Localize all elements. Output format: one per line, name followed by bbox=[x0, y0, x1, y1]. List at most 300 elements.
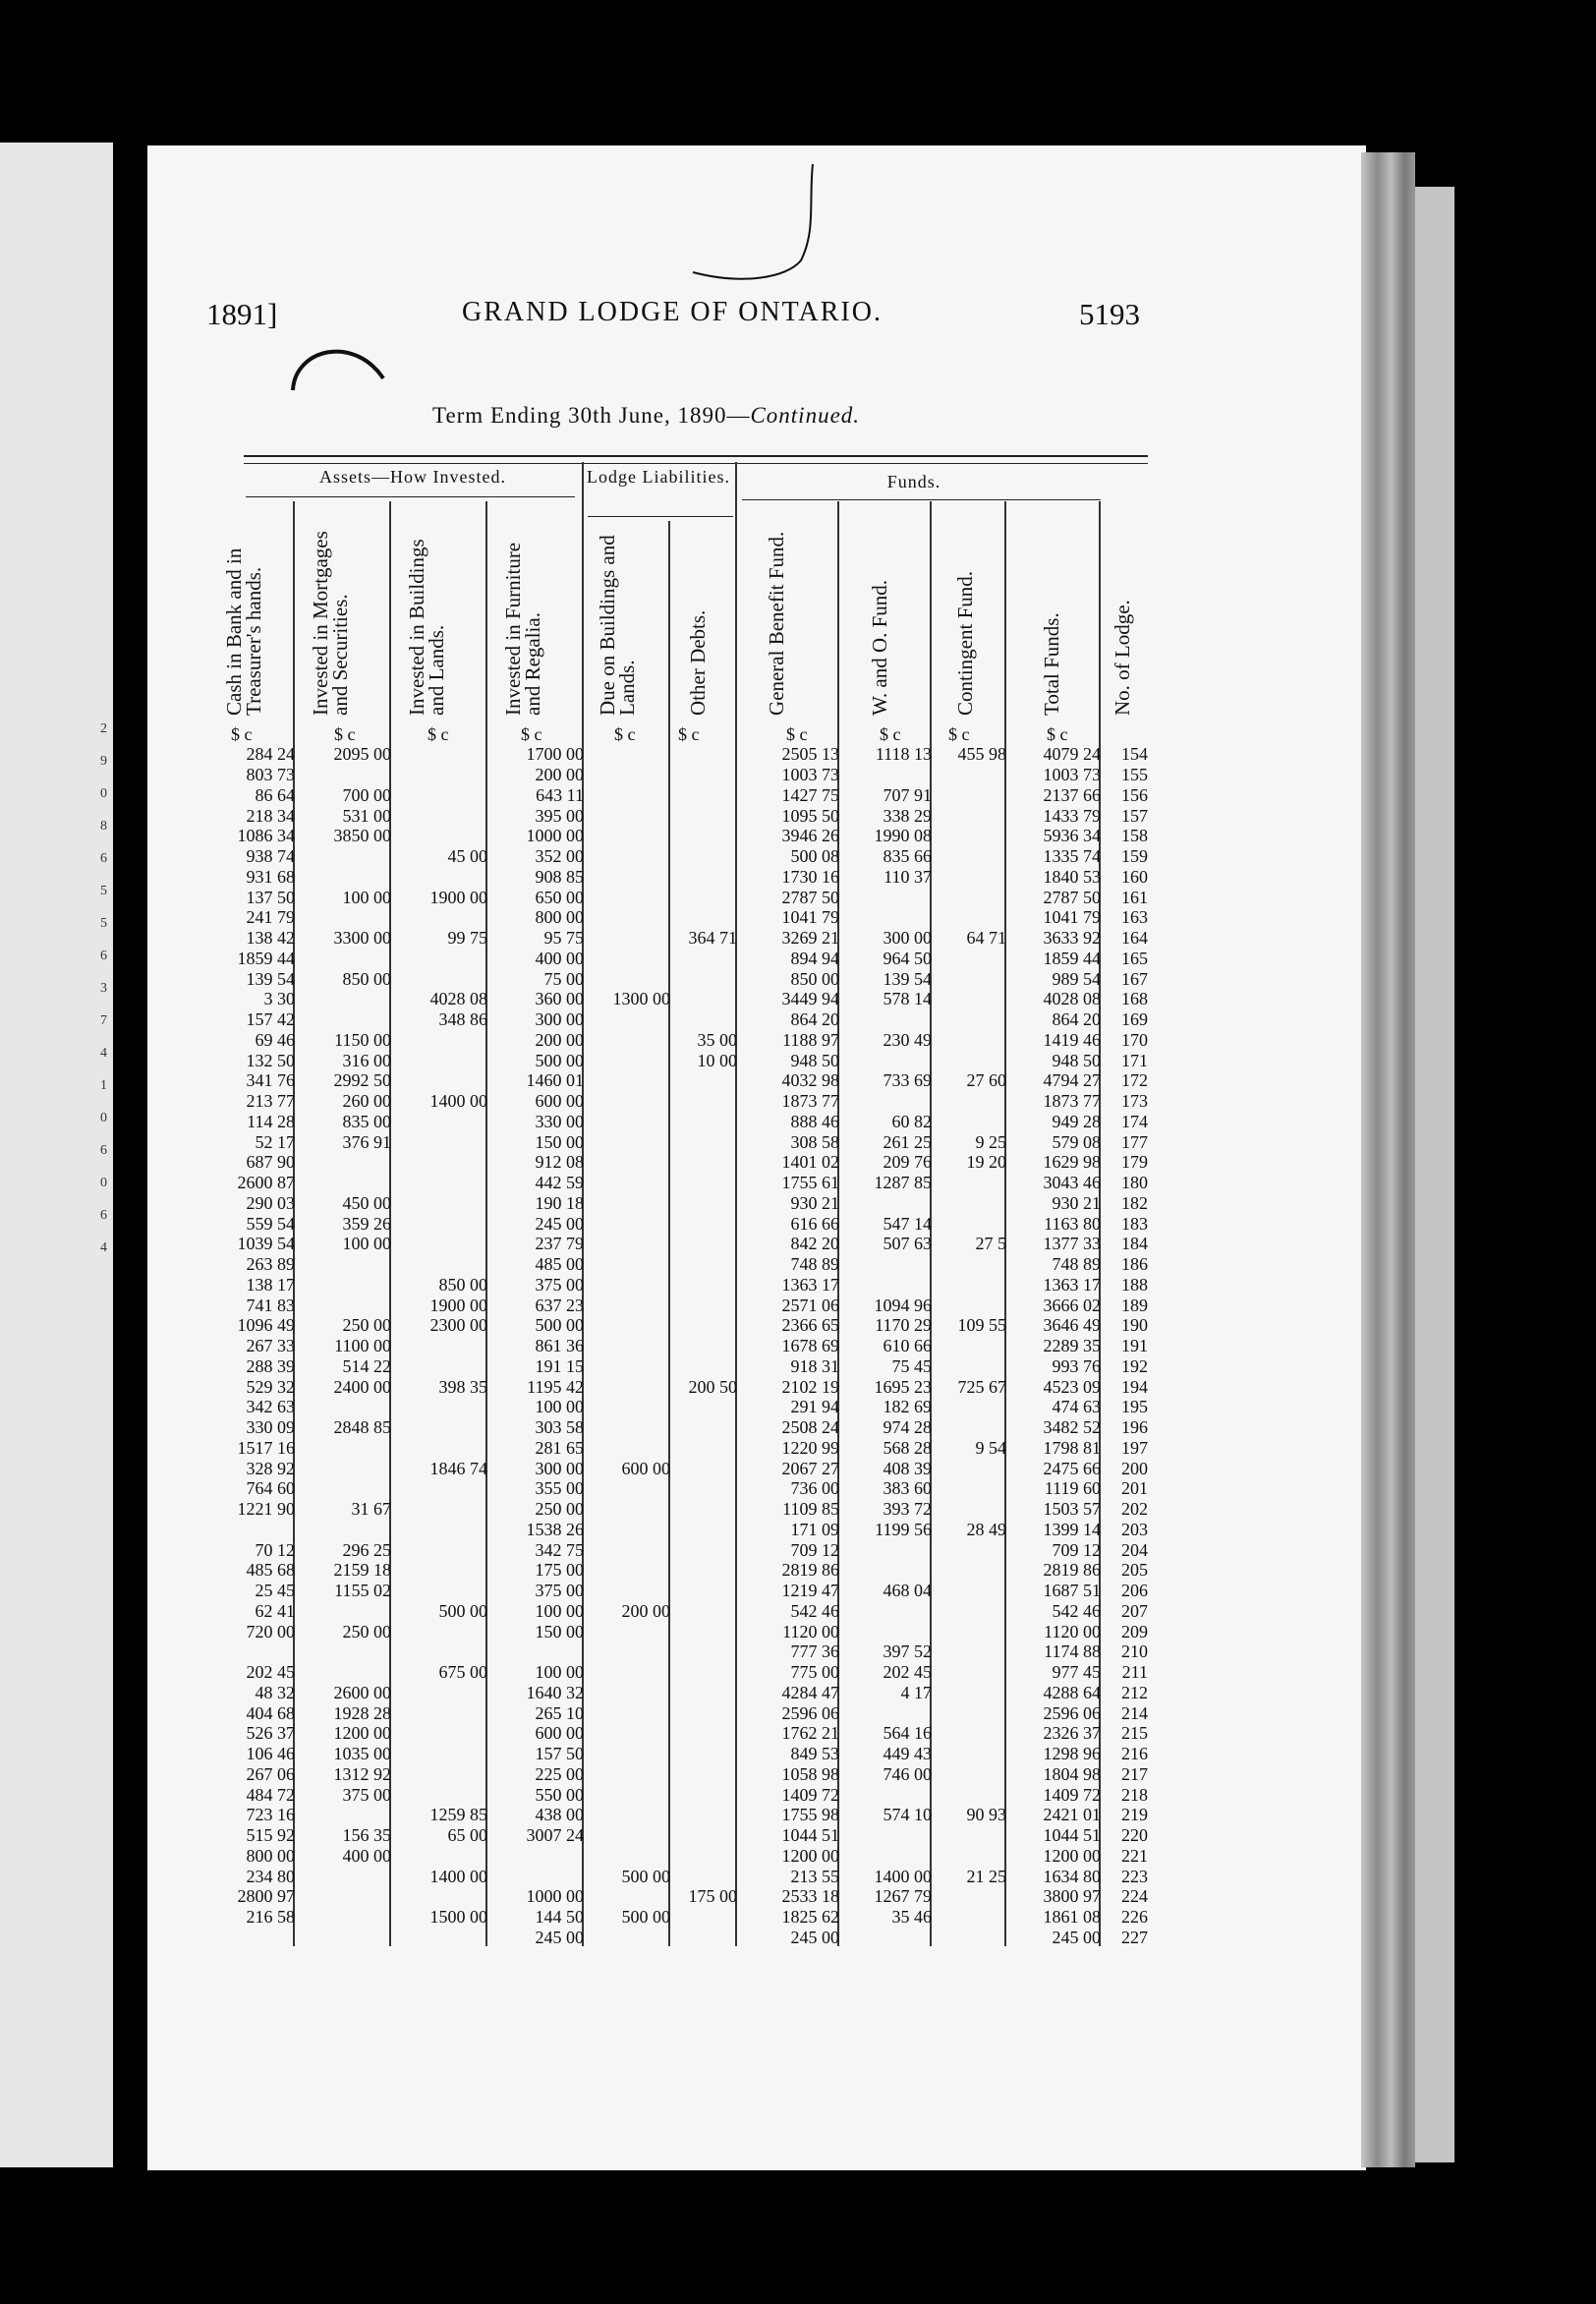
cell-total: 993 76 bbox=[1052, 1355, 1101, 1376]
cell-contingent: 27 60 bbox=[966, 1070, 1006, 1091]
cell-furniture: 144 50 bbox=[535, 1907, 584, 1928]
cell-general-benefit: 864 20 bbox=[790, 1009, 839, 1030]
cell-general-benefit: 842 20 bbox=[790, 1234, 839, 1254]
cell-other-debts: 10 00 bbox=[697, 1050, 737, 1070]
cell-contingent bbox=[934, 1478, 1008, 1499]
cell-total: 1200 00 bbox=[1043, 1845, 1101, 1866]
cell-buildings: 1846 74 bbox=[429, 1458, 487, 1478]
cell-contingent bbox=[934, 1642, 1008, 1662]
cell-general-benefit: 4284 47 bbox=[781, 1682, 839, 1702]
cell-total: 1629 98 bbox=[1043, 1152, 1101, 1173]
cell-buildings: 1900 00 bbox=[429, 887, 487, 907]
table-row bbox=[206, 1683, 1150, 1703]
cell-furniture: 330 00 bbox=[535, 1111, 584, 1131]
cell-mortgages bbox=[297, 1152, 393, 1173]
cell-lodge-no: 191 bbox=[1121, 1336, 1148, 1356]
table-row bbox=[206, 1764, 1150, 1785]
facing-page-fragment: 8 bbox=[100, 819, 107, 834]
cell-wo-fund: 110 37 bbox=[884, 866, 932, 887]
cell-due bbox=[586, 785, 672, 806]
cell-buildings bbox=[393, 1621, 489, 1642]
cell-general-benefit: 948 50 bbox=[790, 1050, 839, 1070]
cell-buildings bbox=[393, 1499, 489, 1520]
cell-buildings: 65 00 bbox=[447, 1825, 487, 1846]
cell-due bbox=[586, 1091, 672, 1112]
cell-contingent bbox=[934, 887, 1008, 907]
cell-lodge-no: 211 bbox=[1121, 1662, 1148, 1683]
cell-total: 1804 98 bbox=[1043, 1763, 1101, 1784]
cell-other-debts bbox=[672, 989, 739, 1009]
cell-lodge-no: 180 bbox=[1121, 1173, 1148, 1193]
cell-general-benefit: 1044 51 bbox=[781, 1825, 839, 1846]
cell-total: 3633 92 bbox=[1043, 928, 1101, 949]
cell-mortgages: 260 00 bbox=[342, 1091, 391, 1112]
cell-cash: 3 30 bbox=[263, 989, 295, 1009]
cell-contingent bbox=[934, 1499, 1008, 1520]
cell-cash: 2800 97 bbox=[237, 1886, 295, 1907]
cell-furniture: 190 18 bbox=[535, 1192, 584, 1213]
cell-total: 1335 74 bbox=[1043, 846, 1101, 867]
cell-cash: 764 60 bbox=[246, 1478, 295, 1499]
cell-wo-fund: 397 52 bbox=[883, 1642, 932, 1662]
cell-lodge-no: 217 bbox=[1121, 1763, 1148, 1784]
cell-furniture: 245 00 bbox=[535, 1213, 584, 1234]
cell-mortgages: 2400 00 bbox=[333, 1376, 391, 1397]
cell-furniture: 1000 00 bbox=[526, 826, 584, 846]
cell-cash: 723 16 bbox=[246, 1805, 295, 1825]
cell-buildings: 675 00 bbox=[438, 1662, 487, 1683]
cell-lodge-no: 156 bbox=[1121, 784, 1148, 805]
cell-total: 2137 66 bbox=[1043, 784, 1101, 805]
unit-label: $ c bbox=[678, 724, 700, 744]
cell-due bbox=[586, 1621, 672, 1642]
cell-buildings bbox=[393, 968, 489, 989]
cell-furniture: 225 00 bbox=[535, 1763, 584, 1784]
cell-cash: 1221 90 bbox=[237, 1499, 295, 1520]
cell-lodge-no: 218 bbox=[1121, 1784, 1148, 1805]
cell-contingent: 19 20 bbox=[966, 1152, 1006, 1173]
cell-cash: 1859 44 bbox=[237, 948, 295, 968]
cell-mortgages: 100 00 bbox=[342, 887, 391, 907]
cell-furniture: 175 00 bbox=[535, 1560, 584, 1581]
cell-contingent bbox=[934, 1397, 1008, 1417]
cell-cash: 404 68 bbox=[246, 1702, 295, 1723]
cell-total: 1503 57 bbox=[1043, 1499, 1101, 1520]
table-row bbox=[206, 1907, 1150, 1928]
cell-total: 3482 52 bbox=[1043, 1417, 1101, 1438]
cell-contingent: 109 55 bbox=[957, 1315, 1006, 1336]
cell-buildings bbox=[393, 1744, 489, 1764]
cell-wo-fund: 578 14 bbox=[883, 989, 932, 1009]
cell-mortgages: 2159 18 bbox=[333, 1560, 391, 1581]
cell-wo-fund bbox=[841, 1254, 934, 1275]
table-row bbox=[206, 1356, 1150, 1377]
table-row bbox=[206, 1376, 1150, 1397]
cell-contingent bbox=[934, 1193, 1008, 1214]
cell-due bbox=[586, 867, 672, 888]
cell-cash: 687 90 bbox=[246, 1152, 295, 1173]
facing-page-fragment: 0 bbox=[100, 1111, 107, 1125]
cell-lodge-no: 221 bbox=[1121, 1845, 1148, 1866]
cell-total: 1861 08 bbox=[1043, 1907, 1101, 1928]
cell-buildings bbox=[393, 1030, 489, 1051]
cell-general-benefit: 291 94 bbox=[790, 1397, 839, 1417]
cell-due bbox=[586, 846, 672, 867]
cell-due bbox=[586, 765, 672, 785]
cell-general-benefit: 213 55 bbox=[790, 1866, 839, 1886]
cell-due bbox=[586, 1112, 672, 1132]
facing-page-edge bbox=[0, 143, 113, 2167]
facing-page-fragment: 1 bbox=[100, 1078, 107, 1093]
cell-lodge-no: 207 bbox=[1121, 1600, 1148, 1621]
cell-due bbox=[586, 1683, 672, 1703]
cell-wo-fund: 408 39 bbox=[883, 1458, 932, 1478]
cell-other-debts bbox=[672, 867, 739, 888]
cell-contingent bbox=[934, 989, 1008, 1009]
cell-wo-fund bbox=[841, 1702, 934, 1723]
table-row bbox=[206, 1091, 1150, 1112]
cell-wo-fund: 1170 29 bbox=[875, 1315, 932, 1336]
cell-due bbox=[586, 1784, 672, 1805]
cell-total: 542 46 bbox=[1052, 1600, 1101, 1621]
table-row bbox=[206, 989, 1150, 1009]
cell-other-debts bbox=[672, 1091, 739, 1112]
cell-mortgages: 1035 00 bbox=[333, 1744, 391, 1764]
cell-wo-fund bbox=[841, 1601, 934, 1622]
cell-buildings bbox=[393, 1702, 489, 1723]
funds-rule bbox=[742, 499, 1101, 500]
cell-other-debts bbox=[672, 1642, 739, 1662]
cell-buildings: 1900 00 bbox=[429, 1295, 487, 1315]
cell-mortgages bbox=[297, 1662, 393, 1683]
table-title-continued: Continued. bbox=[750, 403, 861, 428]
cell-contingent: 9 54 bbox=[975, 1437, 1006, 1458]
cell-cash: 202 45 bbox=[246, 1662, 295, 1683]
cell-lodge-no: 161 bbox=[1121, 887, 1148, 907]
cell-furniture: 861 36 bbox=[535, 1336, 584, 1356]
cell-lodge-no: 157 bbox=[1121, 805, 1148, 826]
cell-other-debts bbox=[672, 1825, 739, 1846]
cell-mortgages bbox=[297, 1397, 393, 1417]
table-row bbox=[206, 1784, 1150, 1805]
cell-mortgages bbox=[297, 989, 393, 1009]
cell-contingent bbox=[934, 1621, 1008, 1642]
cell-mortgages bbox=[297, 867, 393, 888]
cell-cash: 137 50 bbox=[246, 887, 295, 907]
facing-page-fragment: 6 bbox=[100, 1208, 107, 1223]
cell-due bbox=[586, 887, 672, 907]
cell-mortgages: 1928 28 bbox=[333, 1702, 391, 1723]
column-head-total: Total Funds. bbox=[1040, 612, 1063, 716]
cell-total: 1003 73 bbox=[1043, 765, 1101, 785]
cell-contingent bbox=[934, 1417, 1008, 1438]
cell-general-benefit: 3269 21 bbox=[781, 928, 839, 949]
cell-wo-fund: 507 63 bbox=[883, 1234, 932, 1254]
cell-wo-fund: 574 10 bbox=[883, 1805, 932, 1825]
cell-cash: 267 33 bbox=[246, 1336, 295, 1356]
cell-due bbox=[586, 1928, 672, 1948]
cell-cash: 526 37 bbox=[246, 1723, 295, 1744]
cell-mortgages: 3850 00 bbox=[333, 826, 391, 846]
table-row bbox=[206, 1702, 1150, 1723]
cell-buildings bbox=[393, 1254, 489, 1275]
cell-due bbox=[586, 1234, 672, 1254]
cell-furniture: 355 00 bbox=[535, 1478, 584, 1499]
cell-mortgages bbox=[297, 1886, 393, 1907]
facing-page-fragment: 0 bbox=[100, 1176, 107, 1190]
cell-cash: 267 06 bbox=[246, 1763, 295, 1784]
cell-buildings bbox=[393, 1131, 489, 1152]
cell-total: 4028 08 bbox=[1043, 989, 1101, 1009]
facing-page-fragment: 7 bbox=[100, 1013, 107, 1028]
table-row bbox=[206, 1112, 1150, 1132]
cell-buildings bbox=[393, 805, 489, 826]
cell-contingent bbox=[934, 1539, 1008, 1560]
cell-furniture: 1538 26 bbox=[526, 1519, 584, 1539]
cell-total: 1840 53 bbox=[1043, 866, 1101, 887]
cell-total: 1298 96 bbox=[1043, 1744, 1101, 1764]
cell-buildings bbox=[393, 1070, 489, 1091]
cell-total: 1687 51 bbox=[1043, 1581, 1101, 1601]
cell-contingent: 27 5 bbox=[975, 1234, 1006, 1254]
cell-other-debts bbox=[672, 1621, 739, 1642]
cell-cash: 559 54 bbox=[246, 1213, 295, 1234]
unit-label: $ c bbox=[428, 724, 449, 744]
cell-due bbox=[586, 907, 672, 928]
cell-buildings: 348 86 bbox=[438, 1009, 487, 1030]
cell-general-benefit: 500 08 bbox=[790, 846, 839, 867]
cell-general-benefit: 1755 98 bbox=[781, 1805, 839, 1825]
cell-furniture: 485 00 bbox=[535, 1254, 584, 1275]
cell-other-debts bbox=[672, 1478, 739, 1499]
cell-mortgages: 1200 00 bbox=[333, 1723, 391, 1744]
cell-other-debts bbox=[672, 1764, 739, 1785]
cell-lodge-no: 196 bbox=[1121, 1417, 1148, 1438]
cell-other-debts bbox=[672, 907, 739, 928]
cell-wo-fund: 1990 08 bbox=[874, 826, 932, 846]
cell-other-debts bbox=[672, 1866, 739, 1886]
cell-lodge-no: 154 bbox=[1121, 744, 1148, 765]
cell-buildings bbox=[393, 907, 489, 928]
facing-page-fragment: 9 bbox=[100, 754, 107, 769]
cell-wo-fund bbox=[841, 765, 934, 785]
cell-cash: 216 58 bbox=[246, 1907, 295, 1928]
cell-due bbox=[586, 1438, 672, 1459]
cell-buildings bbox=[393, 826, 489, 846]
cell-buildings: 45 00 bbox=[447, 846, 487, 867]
cell-cash: 106 46 bbox=[246, 1744, 295, 1764]
cell-buildings bbox=[393, 1764, 489, 1785]
table-row bbox=[206, 1315, 1150, 1336]
cell-buildings: 398 35 bbox=[438, 1376, 487, 1397]
cell-furniture bbox=[489, 1846, 586, 1867]
cell-lodge-no: 159 bbox=[1121, 846, 1148, 867]
cell-lodge-no: 183 bbox=[1121, 1213, 1148, 1234]
cell-wo-fund: 707 91 bbox=[883, 784, 932, 805]
cell-due: 500 00 bbox=[621, 1907, 670, 1928]
cell-contingent bbox=[934, 1112, 1008, 1132]
cell-wo-fund: 261 25 bbox=[883, 1131, 932, 1152]
cell-other-debts bbox=[672, 1438, 739, 1459]
cell-cash: 62 41 bbox=[255, 1600, 295, 1621]
cell-mortgages: 514 22 bbox=[342, 1355, 391, 1376]
cell-mortgages bbox=[297, 1907, 393, 1928]
cell-furniture: 250 00 bbox=[535, 1499, 584, 1520]
cell-due bbox=[586, 1764, 672, 1785]
cell-cash: 485 68 bbox=[246, 1560, 295, 1581]
cell-other-debts: 35 00 bbox=[697, 1029, 737, 1050]
cell-wo-fund: 1695 23 bbox=[874, 1376, 932, 1397]
cell-furniture: 1700 00 bbox=[526, 744, 584, 765]
cell-general-benefit: 930 21 bbox=[790, 1192, 839, 1213]
cell-contingent bbox=[934, 1662, 1008, 1683]
cell-other-debts bbox=[672, 1539, 739, 1560]
cell-furniture: 600 00 bbox=[535, 1723, 584, 1744]
cell-buildings bbox=[393, 1336, 489, 1356]
cell-furniture: 303 58 bbox=[535, 1417, 584, 1438]
facing-page-fragment: 5 bbox=[100, 884, 107, 898]
cell-buildings: 500 00 bbox=[438, 1600, 487, 1621]
cell-due bbox=[586, 1254, 672, 1275]
cell-due: 600 00 bbox=[621, 1458, 670, 1478]
cell-furniture: 100 00 bbox=[535, 1397, 584, 1417]
cell-contingent bbox=[934, 1356, 1008, 1377]
facing-page-fragment: 6 bbox=[100, 1143, 107, 1158]
cell-general-benefit: 849 53 bbox=[790, 1744, 839, 1764]
cell-lodge-no: 209 bbox=[1121, 1621, 1148, 1642]
cell-general-benefit: 888 46 bbox=[790, 1111, 839, 1131]
cell-wo-fund: 300 00 bbox=[883, 928, 932, 949]
cell-contingent bbox=[934, 1030, 1008, 1051]
cell-general-benefit: 709 12 bbox=[790, 1539, 839, 1560]
cell-general-benefit: 1041 79 bbox=[781, 907, 839, 928]
table-row bbox=[206, 949, 1150, 969]
cell-furniture: 245 00 bbox=[535, 1927, 584, 1947]
cell-total: 1419 46 bbox=[1043, 1029, 1101, 1050]
cell-total: 1399 14 bbox=[1043, 1519, 1101, 1539]
cell-due bbox=[586, 1825, 672, 1846]
cell-due bbox=[586, 1315, 672, 1336]
cell-mortgages: 2848 85 bbox=[333, 1417, 391, 1438]
cell-buildings bbox=[393, 1723, 489, 1744]
cell-lodge-no: 173 bbox=[1121, 1091, 1148, 1112]
cell-furniture: 100 00 bbox=[535, 1662, 584, 1683]
cell-contingent bbox=[934, 765, 1008, 785]
cell-wo-fund: 1118 13 bbox=[875, 744, 932, 765]
cell-due bbox=[586, 1336, 672, 1356]
table-row bbox=[206, 1723, 1150, 1744]
cell-lodge-no: 168 bbox=[1121, 989, 1148, 1009]
assets-rule bbox=[246, 496, 575, 497]
cell-cash: 529 32 bbox=[246, 1376, 295, 1397]
cell-mortgages: 1150 00 bbox=[334, 1029, 391, 1050]
cell-buildings bbox=[393, 949, 489, 969]
cell-buildings: 4028 08 bbox=[429, 989, 487, 1009]
column-head-general-benefit: General Benefit Fund. bbox=[765, 531, 788, 716]
cell-general-benefit: 1003 73 bbox=[781, 765, 839, 785]
cell-general-benefit: 1220 99 bbox=[781, 1437, 839, 1458]
cell-mortgages bbox=[297, 1478, 393, 1499]
cell-contingent: 725 67 bbox=[957, 1376, 1006, 1397]
column-head-other-debts: Other Debts. bbox=[686, 609, 710, 716]
cell-mortgages: 2095 00 bbox=[333, 744, 391, 765]
cell-buildings: 1259 85 bbox=[429, 1805, 487, 1825]
cell-general-benefit: 1200 00 bbox=[781, 1845, 839, 1866]
table-row bbox=[206, 1621, 1150, 1642]
cell-due bbox=[586, 826, 672, 846]
cell-wo-fund: 547 14 bbox=[883, 1213, 932, 1234]
cell-total: 3043 46 bbox=[1043, 1173, 1101, 1193]
cell-other-debts bbox=[672, 846, 739, 867]
cell-lodge-no: 212 bbox=[1121, 1682, 1148, 1702]
cell-other-debts bbox=[672, 1254, 739, 1275]
cell-mortgages: 375 00 bbox=[342, 1784, 391, 1805]
cell-general-benefit: 1730 16 bbox=[781, 866, 839, 887]
cell-contingent bbox=[934, 1928, 1008, 1948]
cell-contingent bbox=[934, 1173, 1008, 1193]
table-row bbox=[206, 907, 1150, 928]
cell-total: 949 28 bbox=[1052, 1111, 1101, 1131]
cell-mortgages bbox=[297, 1520, 393, 1540]
cell-due bbox=[586, 1886, 672, 1907]
cell-mortgages: 250 00 bbox=[342, 1621, 391, 1642]
cell-other-debts bbox=[672, 1356, 739, 1377]
cell-buildings: 1400 00 bbox=[429, 1866, 487, 1886]
cell-contingent bbox=[934, 1702, 1008, 1723]
cell-buildings bbox=[393, 1417, 489, 1438]
cell-total: 245 00 bbox=[1052, 1927, 1101, 1947]
unit-label: $ c bbox=[231, 724, 253, 744]
cell-total: 989 54 bbox=[1052, 968, 1101, 989]
cell-mortgages: 100 00 bbox=[342, 1234, 391, 1254]
table-row bbox=[206, 1662, 1150, 1683]
cell-other-debts bbox=[672, 1315, 739, 1336]
cell-furniture: 438 00 bbox=[535, 1805, 584, 1825]
cell-wo-fund: 4 17 bbox=[900, 1682, 932, 1702]
cell-other-debts bbox=[672, 1928, 739, 1948]
cell-wo-fund bbox=[841, 1846, 934, 1867]
cell-contingent bbox=[934, 1091, 1008, 1112]
cell-general-benefit: 2571 06 bbox=[781, 1295, 839, 1315]
cell-wo-fund: 568 28 bbox=[883, 1437, 932, 1458]
cell-contingent: 455 98 bbox=[957, 744, 1006, 765]
cell-furniture: 281 65 bbox=[535, 1437, 584, 1458]
table-row bbox=[206, 1642, 1150, 1662]
cell-wo-fund bbox=[841, 907, 934, 928]
cell-other-debts bbox=[672, 1417, 739, 1438]
cell-wo-fund bbox=[841, 1050, 934, 1070]
cell-due bbox=[586, 1520, 672, 1540]
cell-cash: 1039 54 bbox=[237, 1234, 295, 1254]
table-row bbox=[206, 968, 1150, 989]
cell-due bbox=[586, 1805, 672, 1825]
cell-furniture: 265 10 bbox=[535, 1702, 584, 1723]
cell-other-debts bbox=[672, 1397, 739, 1417]
table-row bbox=[206, 1438, 1150, 1459]
cell-wo-fund: 610 66 bbox=[883, 1336, 932, 1356]
table-row bbox=[206, 1846, 1150, 1867]
cell-lodge-no: 188 bbox=[1121, 1274, 1148, 1295]
cell-cash: 52 17 bbox=[255, 1131, 295, 1152]
cell-lodge-no: 190 bbox=[1121, 1315, 1148, 1336]
cell-mortgages bbox=[297, 1275, 393, 1296]
cell-wo-fund: 733 69 bbox=[883, 1070, 932, 1091]
cell-buildings bbox=[393, 1642, 489, 1662]
group-assets: Assets—How Invested. bbox=[319, 467, 506, 487]
cell-lodge-no: 214 bbox=[1121, 1702, 1148, 1723]
cell-other-debts bbox=[672, 1601, 739, 1622]
unit-label: $ c bbox=[334, 724, 356, 744]
